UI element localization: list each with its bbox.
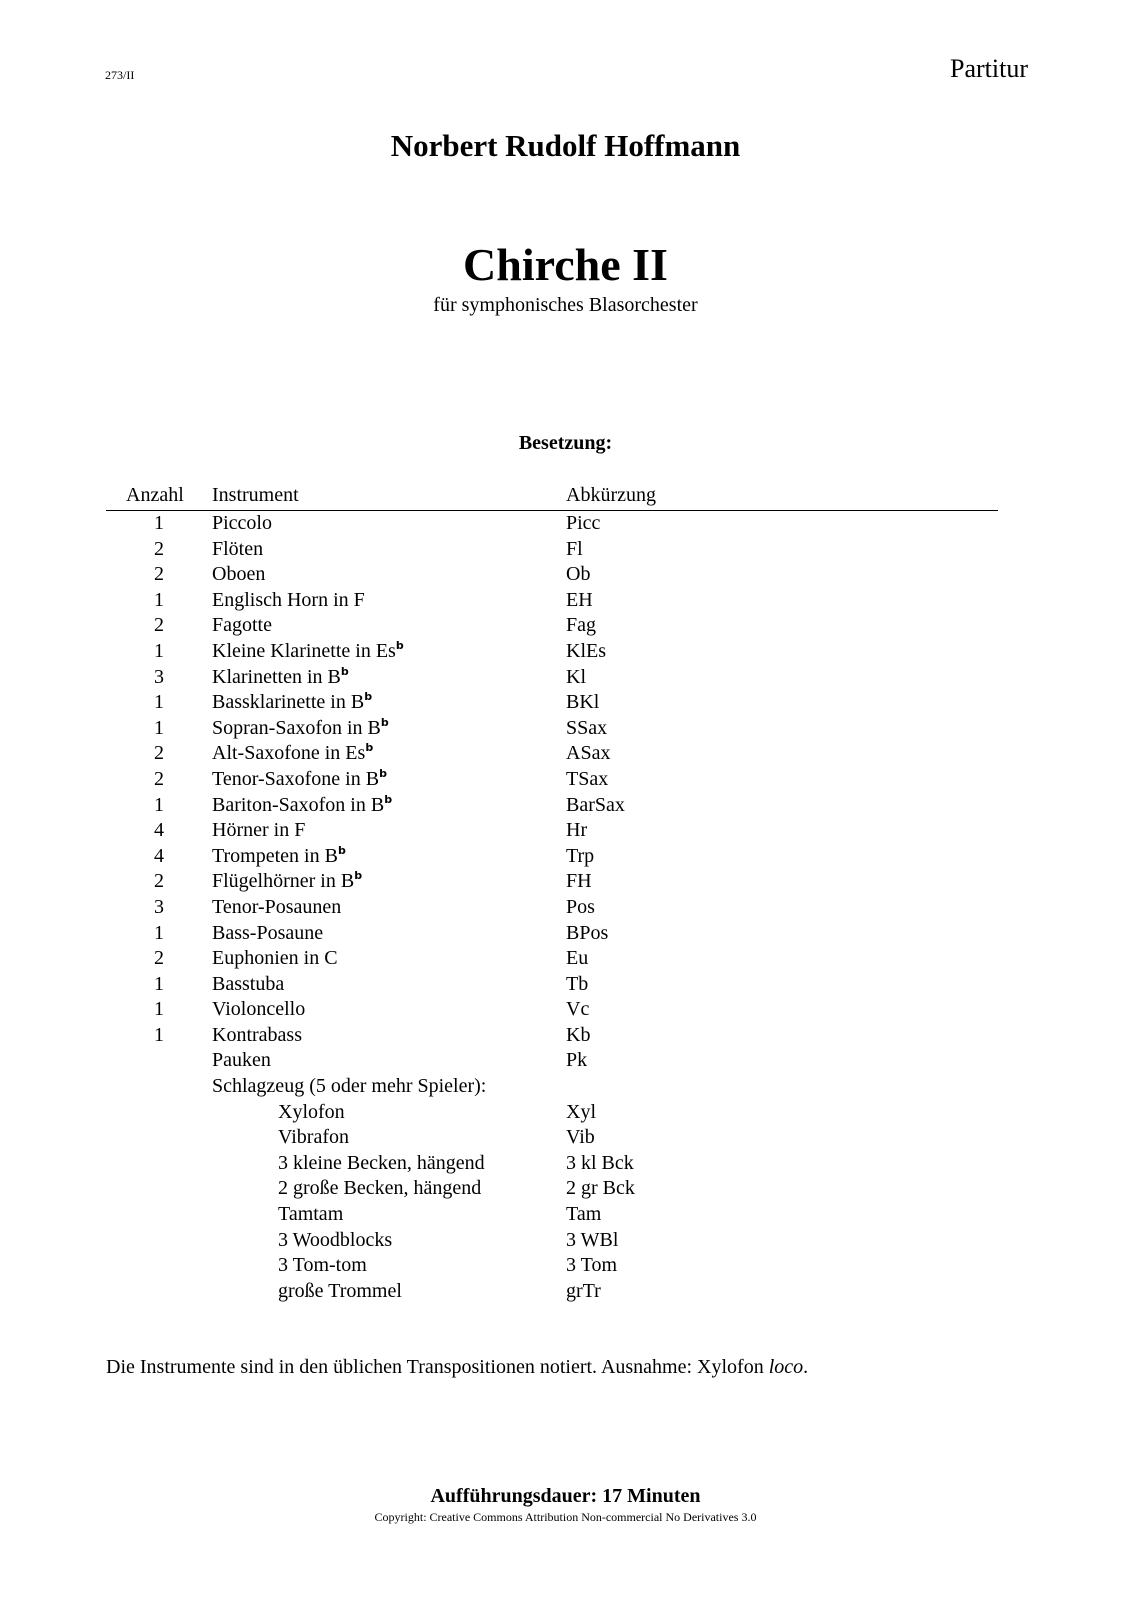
row-instrument: Vibrafon [278, 1126, 349, 1149]
row-abbreviation: BarSax [566, 793, 625, 816]
row-instrument [212, 895, 341, 921]
row-abbreviation: 3 kl Bck [566, 1151, 634, 1174]
row-instrument [212, 946, 338, 972]
instrument-name: Sopran-Saxofon in B [212, 716, 381, 739]
row-abbreviation: Trp [566, 844, 595, 867]
instrument-name: Pauken [212, 1049, 271, 1072]
row-abbreviation: Fag [566, 614, 596, 637]
row-instrument [212, 665, 349, 691]
instrument-name: Flügelhörner in B [212, 870, 355, 893]
performance-duration: Aufführungsdauer: 17 Minuten [430, 1485, 701, 1507]
flat-symbol: b [364, 690, 373, 704]
instrument-name: Piccolo [212, 512, 272, 534]
catalog-number: 273/II [105, 68, 135, 82]
table-row [106, 997, 998, 1023]
instrument-name: Euphonien in C [212, 947, 338, 970]
row-abbreviation: 3 Tom [566, 1254, 618, 1277]
instrument-name: Hörner in F [212, 819, 306, 842]
row-instrument [212, 997, 305, 1023]
table-row [106, 588, 998, 614]
table-row [106, 844, 998, 870]
row-abbreviation: FH [566, 870, 592, 893]
flat-symbol: b [384, 792, 393, 806]
row-count: 2 [154, 742, 164, 765]
row-abbreviation: 2 gr Bck [566, 1177, 635, 1200]
row-abbreviation: Vc [566, 998, 590, 1021]
copyright-notice: Copyright: Creative Commons Attribution Non-commercial No Derivatives 3.0 [374, 1510, 757, 1524]
instrument-name: Fagotte [212, 614, 272, 637]
row-instrument [212, 972, 284, 998]
instrument-name: Alt-Saxofone in Es [212, 742, 366, 765]
flat-symbol: b [365, 741, 374, 755]
row-count: 1 [154, 639, 164, 662]
table-row [106, 511, 998, 537]
row-instrument: große Trommel [278, 1279, 402, 1302]
row-count: 1 [154, 716, 164, 739]
row-count: 2 [154, 870, 164, 893]
row-abbreviation: Pk [566, 1049, 588, 1072]
instrument-name: Kontrabass [212, 1023, 302, 1046]
table-row-percussion [106, 1202, 998, 1228]
row-abbreviation: Fl [566, 537, 583, 560]
row-count: 2 [154, 563, 164, 586]
table-row [106, 921, 998, 947]
row-count: 4 [154, 844, 164, 867]
row-instrument: Xylofon [278, 1100, 345, 1123]
row-abbreviation: 3 WBl [566, 1228, 619, 1251]
table-row [106, 741, 998, 767]
row-instrument [212, 613, 272, 639]
row-instrument: 3 Tom-tom [278, 1254, 367, 1277]
row-abbreviation: Pos [566, 895, 595, 918]
table-row-percussion [106, 1100, 998, 1126]
row-instrument [212, 690, 372, 716]
instrument-name: Tenor-Posaunen [212, 895, 342, 918]
transposition-note [106, 1356, 808, 1379]
row-count: 4 [154, 819, 164, 842]
row-instrument [212, 921, 323, 947]
table-row [106, 869, 998, 895]
composer-name: Norbert Rudolf Hoffmann [390, 128, 741, 163]
instrument-name: Trompeten in B [212, 844, 338, 867]
row-count: 1 [154, 1023, 164, 1046]
row-instrument [212, 511, 272, 537]
row-count: 1 [154, 793, 164, 816]
table-row [106, 972, 998, 998]
row-abbreviation: Ob [566, 563, 591, 586]
row-instrument [212, 588, 365, 614]
instrument-name: Bariton-Saxofon in B [212, 793, 385, 816]
table-row [106, 613, 998, 639]
table-row [106, 639, 998, 665]
row-abbreviation: ASax [566, 742, 611, 765]
row-instrument [212, 562, 265, 588]
table-row [106, 793, 998, 819]
row-abbreviation: TSax [566, 767, 609, 790]
table-row-percussion [106, 1125, 998, 1151]
row-instrument [212, 537, 263, 563]
instrument-name: Flöten [212, 537, 264, 560]
row-instrument: Tamtam [278, 1203, 344, 1226]
work-subtitle: für symphonisches Blasorchester [433, 294, 698, 316]
table-row [106, 690, 998, 716]
row-abbreviation: Picc [566, 512, 601, 534]
row-instrument: 3 Woodblocks [278, 1228, 393, 1251]
table-row [106, 946, 998, 972]
table-row-percussion [106, 1279, 998, 1305]
row-count: 1 [154, 512, 164, 534]
row-abbreviation: KlEs [566, 639, 606, 662]
instrument-name: Oboen [212, 563, 266, 586]
work-title: Chirche II [463, 239, 668, 290]
table-row-percussion [106, 1151, 998, 1177]
row-abbreviation: Kb [566, 1023, 591, 1046]
instrument-name: Violoncello [212, 998, 306, 1021]
row-count: 2 [154, 614, 164, 637]
header-count: Anzahl [126, 484, 184, 506]
table-row [106, 767, 998, 793]
row-instrument [212, 767, 387, 793]
instrument-name: Schlagzeug (5 oder mehr Spieler): [212, 1075, 487, 1098]
table-row [106, 1048, 998, 1074]
row-abbreviation: BKl [566, 691, 600, 714]
row-count: 2 [154, 767, 164, 790]
row-count: 1 [154, 921, 164, 944]
row-count: 3 [154, 895, 164, 918]
instrument-name: Tenor-Saxofone in B [212, 767, 380, 790]
header-instrument: Instrument [212, 484, 299, 506]
table-row-percussion [106, 1176, 998, 1202]
note-end: . [803, 1356, 809, 1378]
instrument-name: Kleine Klarinette in Es [212, 639, 396, 662]
row-count: 1 [154, 691, 164, 714]
row-abbreviation: Tb [566, 972, 589, 995]
table-header [106, 484, 998, 511]
row-abbreviation: Vib [566, 1126, 595, 1149]
row-count: 2 [154, 947, 164, 970]
table-row [106, 1023, 998, 1049]
row-instrument [212, 1023, 302, 1049]
instrument-name: Bassklarinette in B [212, 691, 365, 714]
instrumentation-heading: Besetzung: [518, 432, 613, 454]
table-row [106, 537, 998, 563]
instrument-name: Basstuba [212, 972, 285, 995]
table-row [106, 895, 998, 921]
instrument-name: Bass-Posaune [212, 921, 324, 944]
flat-symbol: b [340, 664, 349, 678]
table-row-percussion [106, 1228, 998, 1254]
score-type-label: Partitur [950, 54, 1028, 83]
instrumentation-table [106, 484, 998, 1304]
flat-symbol: b [380, 715, 389, 729]
row-abbreviation: Tam [566, 1203, 602, 1226]
row-abbreviation: Eu [566, 947, 589, 970]
row-abbreviation: EH [566, 588, 593, 611]
row-abbreviation: Kl [566, 665, 586, 688]
row-instrument [212, 639, 404, 665]
row-instrument: 2 große Becken, hängend [278, 1177, 482, 1200]
table-row [106, 1074, 998, 1100]
instrument-name: Englisch Horn in F [212, 588, 365, 611]
table-row [106, 665, 998, 691]
row-abbreviation: SSax [566, 716, 608, 739]
instrument-name: Klarinetten in B [212, 665, 341, 688]
flat-symbol: b [337, 843, 346, 857]
row-instrument: 3 kleine Becken, hängend [278, 1151, 485, 1174]
row-abbreviation: BPos [566, 921, 609, 944]
row-count: 3 [154, 665, 164, 688]
row-abbreviation: Xyl [566, 1100, 596, 1123]
note-text: Die Instrumente sind in den üblichen Transpositionen notiert. Ausnahme: Xylofon [106, 1356, 769, 1378]
row-instrument [212, 793, 392, 819]
table-body [106, 511, 998, 1304]
row-abbreviation: grTr [566, 1279, 601, 1302]
row-instrument [212, 741, 373, 767]
flat-symbol: b [395, 638, 404, 652]
table-row-percussion [106, 1253, 998, 1279]
table-row [106, 716, 998, 742]
note-emphasis: loco [768, 1356, 804, 1378]
row-instrument [212, 716, 389, 742]
row-instrument [212, 1074, 486, 1100]
row-instrument [212, 818, 305, 844]
row-count: 2 [154, 537, 164, 560]
row-instrument [212, 844, 346, 870]
row-count: 1 [154, 972, 164, 995]
row-instrument [212, 869, 362, 895]
row-abbreviation: Hr [566, 819, 588, 842]
row-count: 1 [154, 588, 164, 611]
header-abbreviation: Abkürzung [566, 484, 656, 506]
row-count: 1 [154, 998, 164, 1021]
table-row [106, 818, 998, 844]
flat-symbol: b [379, 766, 387, 780]
table-row [106, 562, 998, 588]
row-instrument [212, 1048, 271, 1074]
flat-symbol: b [354, 869, 363, 883]
